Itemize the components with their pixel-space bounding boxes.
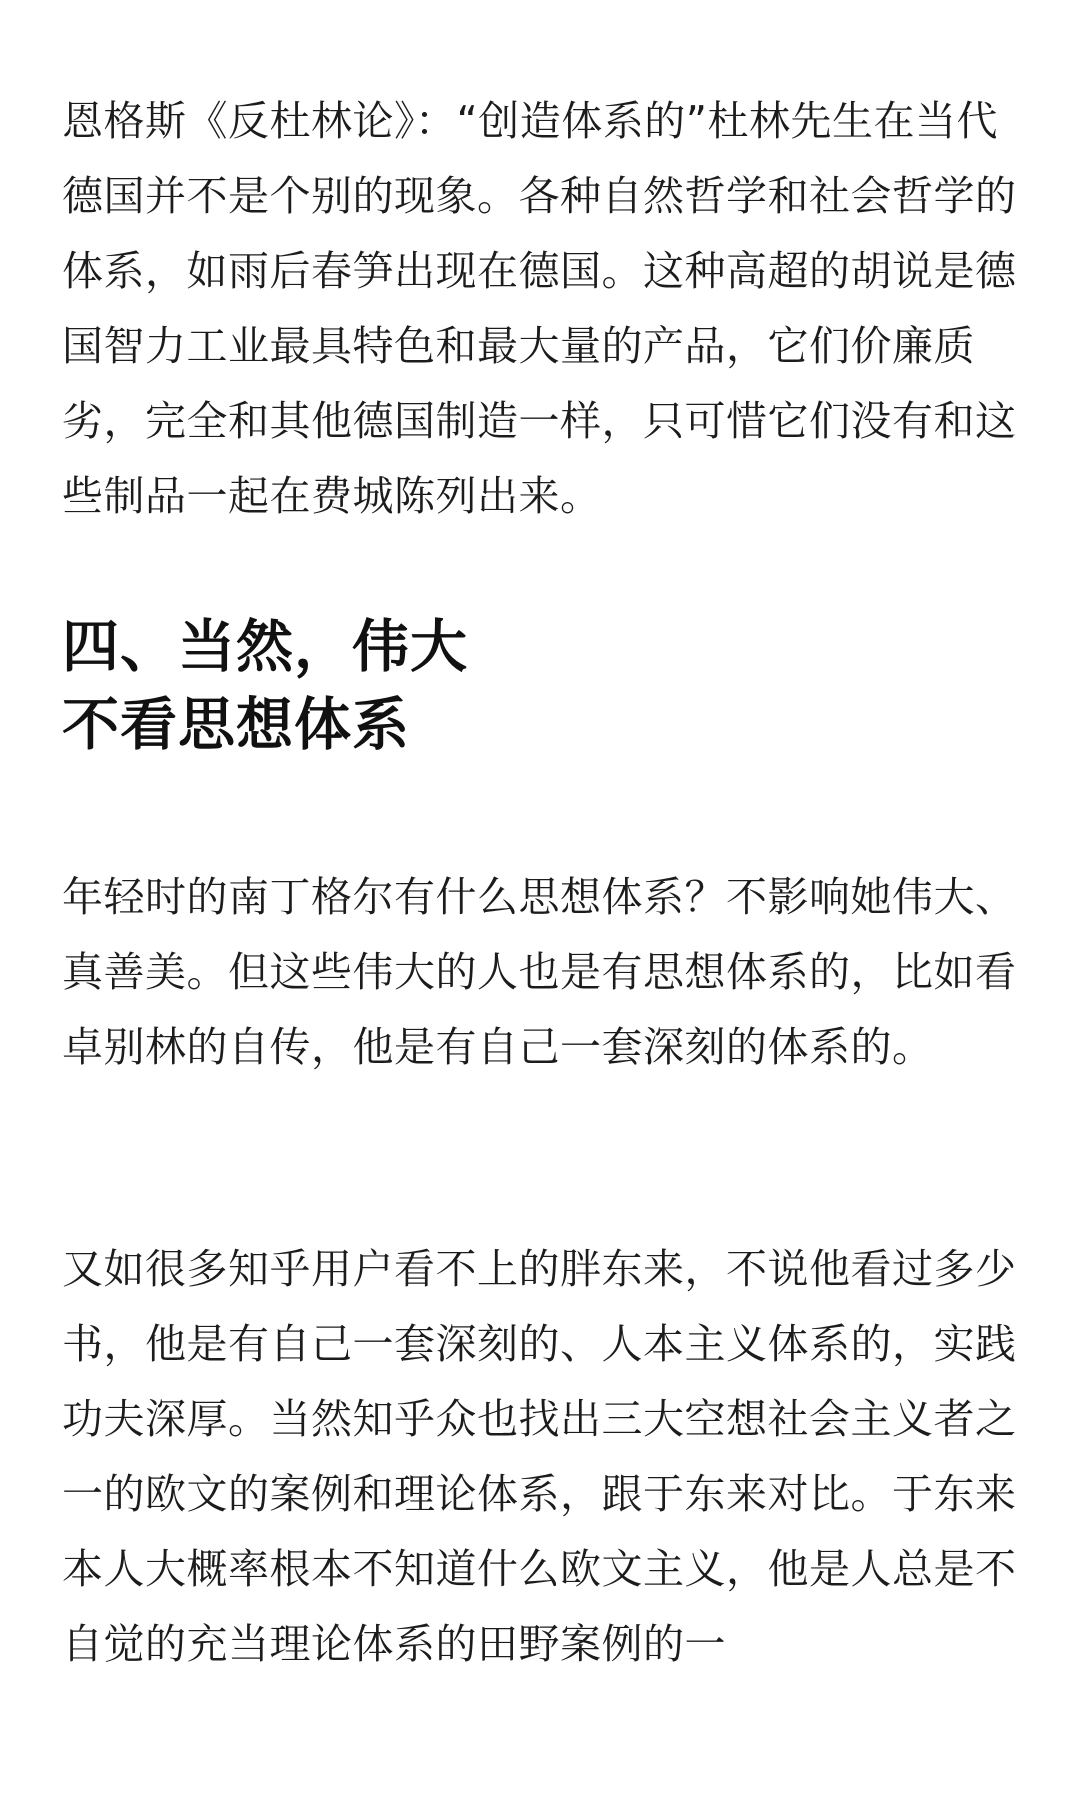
section-heading-line: 四、当然，伟大 [62,614,468,680]
article-paragraph: 年轻时的南丁格尔有什么思想体系？不影响她伟大、真善美。但这些伟大的人也是有思想体系的，比如看卓别林的自传，他是有自己一套深刻的体系的。 [62,873,1017,1071]
article-paragraph: 恩格斯《反杜林论》：“创造体系的”杜林先生在当代德国并不是个别的现象。各种自然哲学和社会哲学的体系，如雨后春笋出现在德国。这种高超的胡说是德国智力工业最具特色和最大量的产品，它们价廉质劣，完全和其他德国制造一样，只可惜它们没有和这些制品一起在费城陈列出来。 [62,97,1017,520]
section-heading-line: 不看思想体系 [62,692,410,758]
section-heading [62,608,468,764]
article-paragraph: 又如很多知乎用户看不上的胖东来，不说他看过多少书，他是有自己一套深刻的、人本主义体系的，实践功夫深厚。当然知乎众也找出三大空想社会主义者之一的欧文的案例和理论体系，跟于东来对比。于东来本人大概率根本不知道什么欧文主义，他是人总是不自觉的充当理论体系的田野案例的一 [62,1245,1017,1668]
